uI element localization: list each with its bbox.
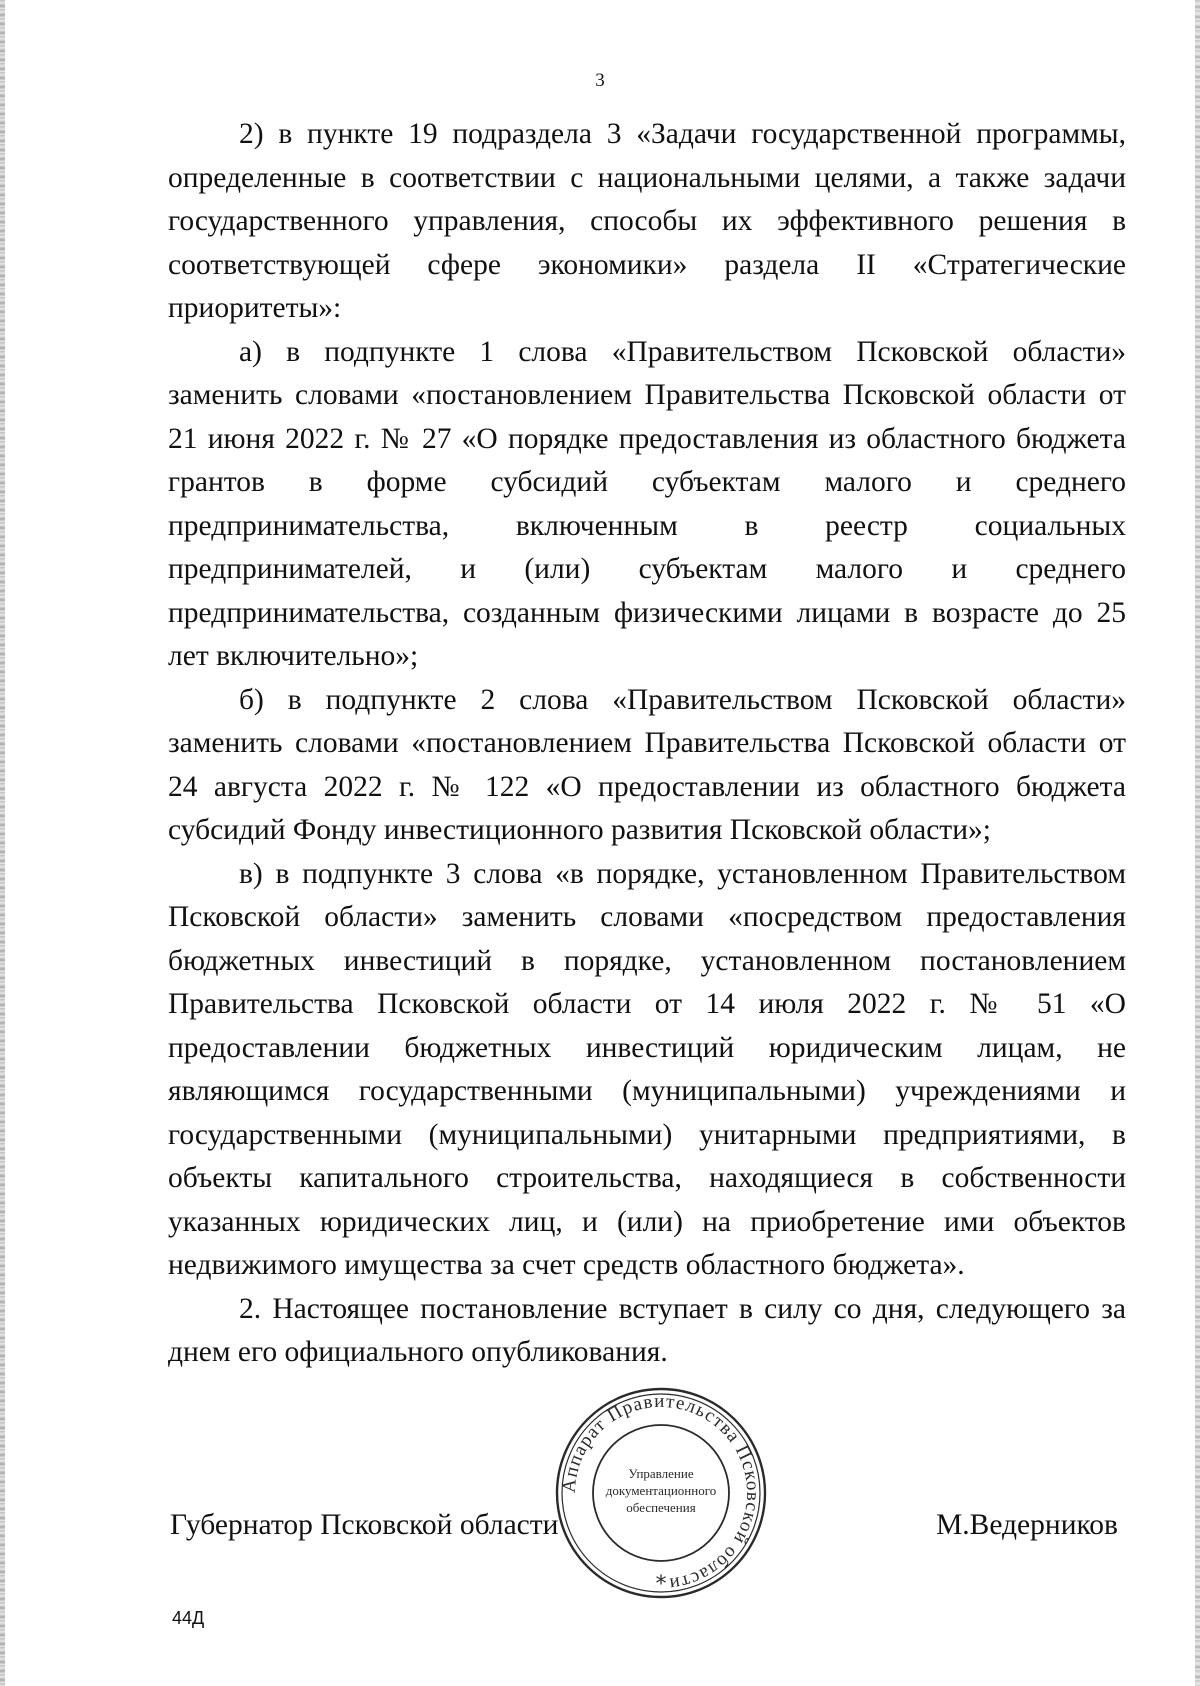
svg-text:обеспечения: обеспечения [626, 1500, 696, 1515]
svg-text:документационного: документационного [605, 1483, 717, 1498]
svg-text:Управление: Управление [628, 1466, 694, 1481]
paragraph-subitem-a: а) в подпункте 1 слова «Правительством Псковской области» заменить словами «постановлением Правительства Псковской области от 21 июня 2022 г. № 27 «О порядке предоставления из областного бюджета грантов в форме субсидий субъектам малого и среднего предпринимательства, включенным в реестр социальных предпринимателей, и (или) субъектам малого и среднего предпринимательства, созданным физическими лицами в возрасте до 25 лет включительно»; [168, 335, 1126, 672]
paragraph-subitem-v: в) в подпункте 3 слова «в порядке, установленном Правительством Псковской области» заменить словами «посредством предоставления бюджетных инвестиций в порядке, установленном постановлением Правительства Псковской области от 14 июля 2022 г. № 51 «О предоставлении бюджетных инвестиций юридическим лицам, не являющимся государственными (муниципальными) учреждениями и государственными (муниципальными) унитарными предприятиями, в объекты капитального строительства, находящиеся в собственности указанных юридических лиц, и (или) на приобретение ими объектов недвижимого имущества за счет средств областного бюджета». [168, 857, 1126, 1281]
document-code: 44Д [172, 1608, 205, 1628]
document-body [168, 113, 1126, 1375]
paragraph-point-2: 2. Настоящее постановление вступает в силу со дня, следующего за днем его официального опубликования. [168, 1292, 1126, 1368]
official-seal [551, 1383, 771, 1603]
paragraph-item-2: 2) в пункте 19 подраздела 3 «Задачи государственной программы, определенные в соответствии с национальными целями, а также задачи государственного управления, способы их эффективного решения в соответствующей сфере экономики» раздела II «Стратегические приоритеты»: [168, 118, 1126, 324]
page-number: 3 [595, 70, 605, 91]
signatory-name: М.Ведерников [936, 1509, 1118, 1541]
svg-text:*: * [655, 1572, 667, 1597]
scan-edge-right [1195, 0, 1200, 1686]
paragraph-subitem-b: б) в подпункте 2 слова «Правительством Псковской области» заменить словами «постановлением Правительства Псковской области от 24 августа 2022 г. № 122 «О предоставлении из областного бюджета субсидий Фонду инвестиционного развития Псковской области»; [168, 683, 1126, 846]
signatory-title: Губернатор Псковской области [170, 1509, 559, 1541]
svg-text:Аппарат Правительства Псковско: Аппарат Правительства Псковской области [558, 1390, 764, 1595]
scan-edge-left [0, 0, 5, 1686]
